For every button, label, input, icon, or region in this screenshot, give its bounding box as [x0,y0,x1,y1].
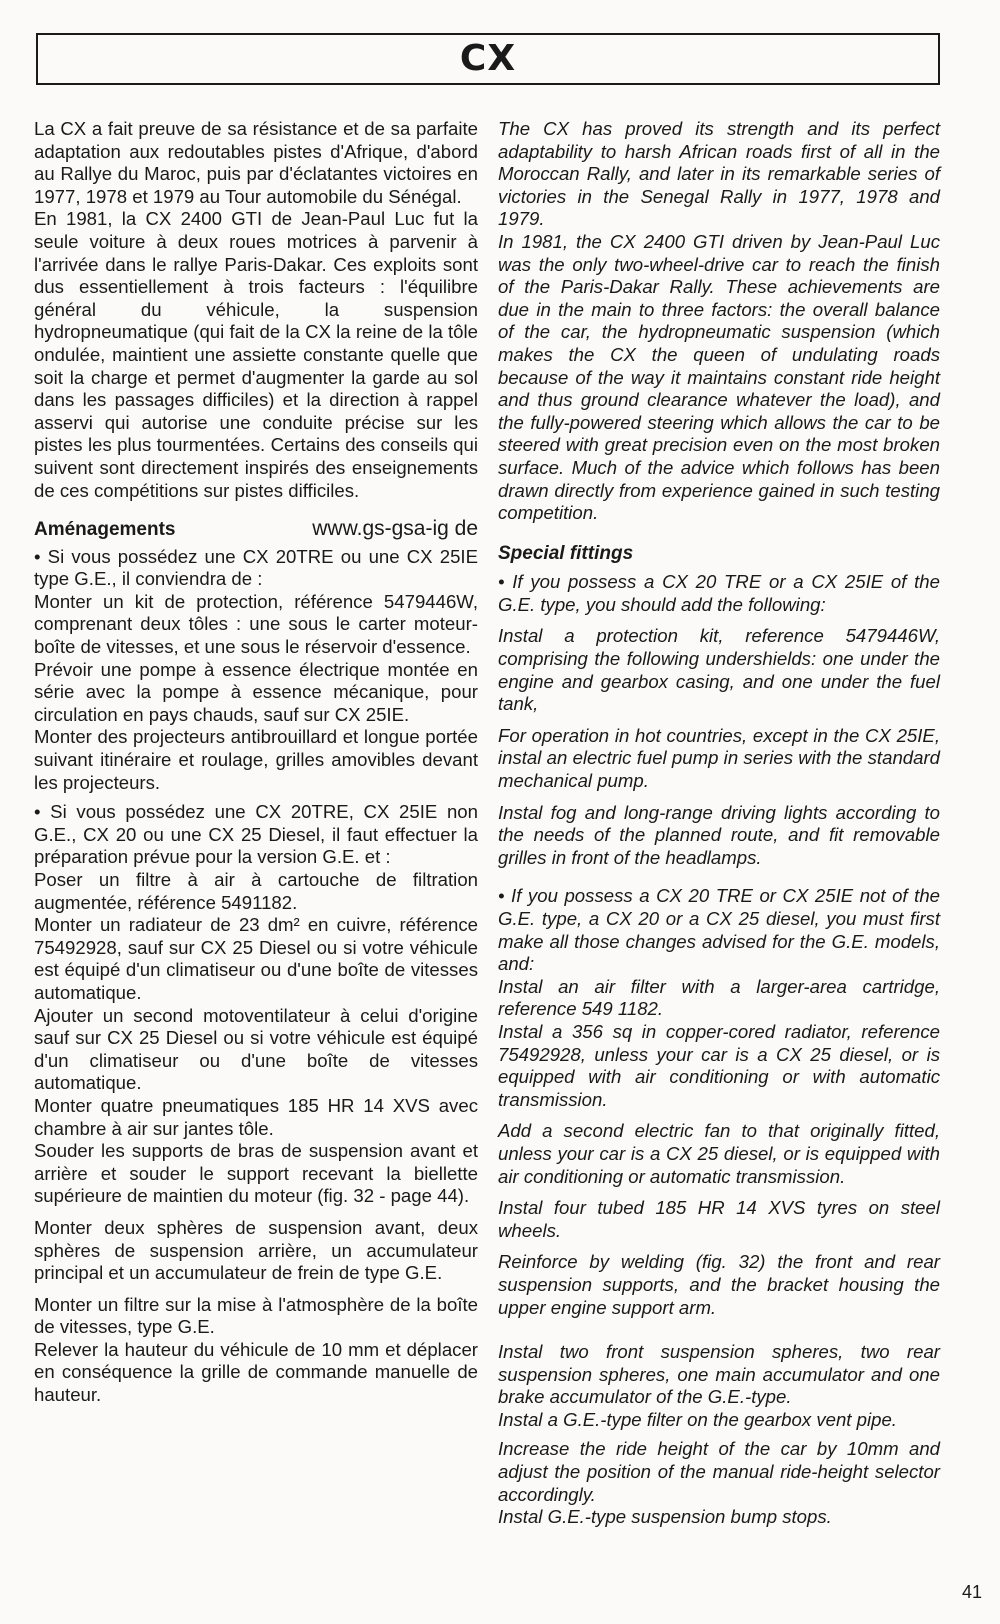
en-para-7: Instal a 356 sq in copper-cored radiator, reference 75492928, unless your car is a CX 25 diesel, or is equipped with air conditioning or with automatic transmission. [498,1020,940,1110]
en-para-6: Instal an air filter with a larger-area cartridge, reference 549 1182. [498,975,940,1020]
fr-para-2: Monter un kit de protection, référence 5479446W, comprenant deux tôles : une sous le carter moteur-boîte de vitesses, et une sous le réservoir d'essence. [34,590,478,658]
en-para-5: • If you possess a CX 20 TRE or CX 25IE not of the G.E. type, a CX 20 or a CX 25 diesel, you must first make all those changes advised for the G.E. models, and: [498,885,940,975]
en-para-11: Instal two front suspension spheres, two rear suspension spheres, one main accumulator and one brake accumulator of the G.E.-type. [498,1341,940,1408]
fr-para-1: • Si vous possédez une CX 20TRE ou une CX 25IE type G.E., il conviendra de : [34,545,478,590]
fr-para-9: Monter quatre pneumatiques 185 HR 14 XVS avec chambre à air sur jantes tôle. [34,1094,478,1139]
fr-para-5: • Si vous possédez une CX 20TRE, CX 25IE non G.E., CX 20 ou une CX 25 Diesel, il faut effectuer la préparation prévue pour la version G.E. et : [34,801,478,868]
fr-para-6: Poser un filtre à air à cartouche de filtration augmentée, référence 5491182. [34,869,478,913]
fr-para-8: Ajouter un second motoventilateur à celui d'origine sauf sur CX 25 Diesel ou si votre véhicule est équipé d'un climatiseur ou d'une boîte de vitesses automatique. [34,1004,478,1094]
en-para-4: Instal fog and long-range driving lights according to the needs of the planned route, and fit removable grilles in front of the headlamps. [498,801,940,868]
fr-para-11: Monter deux sphères de suspension avant, deux sphères de suspension arrière, un accumulateur principal et un accumulateur de frein de type G.E. [34,1216,478,1284]
en-para-2: Instal a protection kit, reference 5479446W, comprising the following undershields: one under the engine and gearbox casing, and one under the fuel tank, [498,625,940,715]
fr-para-4: Monter des projecteurs antibrouillard et longue portée suivant itinéraire et roulage, grilles amovibles devant les projecteurs. [34,726,478,793]
fr-para-13: Relever la hauteur du véhicule de 10 mm et déplacer en conséquence la grille de commande manuelle de hauteur. [34,1338,478,1406]
fr-para-10: Souder les supports de bras de suspension avant et arrière et souder le support recevant la biellette supérieure de maintien du moteur (fig. 32 - page 44). [34,1140,478,1207]
fr-para-7: Monter un radiateur de 23 dm² en cuivre, référence 75492928, sauf sur CX 25 Diesel ou si votre véhicule est équipé d'un climatiseur ou d'une boîte de vitesses automatique. [34,914,478,1003]
title-box [36,33,940,85]
english-column [498,118,940,1529]
page-title: CX [459,38,517,79]
french-column [34,118,478,1407]
en-para-8: Add a second electric fan to that originally fitted, unless your car is a CX 25 diesel, or is equipped with air conditioning or automatic transmission. [498,1120,940,1187]
en-para-12: Instal a G.E.-type filter on the gearbox vent pipe. [498,1408,897,1430]
en-para-13: Increase the ride height of the car by 10mm and adjust the position of the manual ride-height selector accordingly. [498,1438,940,1505]
en-para-1: • If you possess a CX 20 TRE or a CX 25IE of the G.E. type, you should add the following: [498,571,940,615]
website-url: www.gs-gsa-ig de [312,517,478,541]
en-para-9: Instal four tubed 185 HR 14 XVS tyres on steel wheels. [498,1197,940,1241]
fr-intro-1: La CX a fait preuve de sa résistance et de sa parfaite adaptation aux redoutables pistes d'Afrique, d'abord au Rallye du Maroc, puis par d'éclatantes victoires en 1977, 1978 et 1979 au Tour automobile du Sénégal. [34,118,478,207]
fr-section-header [34,518,478,542]
en-intro-1: The CX has proved its strength and its perfect adaptability to harsh African roads first of all in the Moroccan Rally, and later in its remarkable series of victories in the Senegal Rally in 1977, 1978 and 1979. [498,118,940,230]
en-para-3: For operation in hot countries, except in the CX 25IE, instal an electric fuel pump in series with the standard mechanical pump. [498,724,940,792]
en-para-10: Reinforce by welding (fig. 32) the front and rear suspension supports, and the bracket housing the upper engine support arm. [498,1251,940,1318]
fr-section-title: Aménagements [34,519,176,541]
fr-para-3: Prévoir une pompe à essence électrique montée en série avec la pompe à essence mécanique, pour circulation en pays chauds, sauf sur CX 25IE. [34,658,478,725]
en-section-title: Special fittings [498,542,634,564]
page-number: 41 [961,1582,982,1602]
fr-intro-2: En 1981, la CX 2400 GTI de Jean-Paul Luc fut la seule voiture à deux roues motrices à parvenir à l'arrivée dans le rallye Paris-Dakar. Ces exploits sont dus essentiellement à trois facteurs : l'équilibre général du véhicule, la suspension hydropneumatique (qui fait de la CX la reine de la tôle ondulée, maintient une assiette constante quelle que soit la charge et permet d'augmenter la garde au sol dans les passages difficiles) et la direction à rappel asservi qui autorise une conduite précise sur les pistes les plus tourmentées. Certains des conseils qui suivent sont directement inspirés des enseignements de ces compétitions sur pistes difficiles. [34,208,478,501]
fr-para-12: Monter un filtre sur la mise à l'atmosphère de la boîte de vitesses, type G.E. [34,1293,478,1338]
en-para-14: Instal G.E.-type suspension bump stops. [498,1506,832,1528]
en-intro-2: In 1981, the CX 2400 GTI driven by Jean-Paul Luc was the only two-wheel-drive car to reach the finish of the Paris-Dakar Rally. These achievements are due in the main to three factors: the overall balance of the car, the hydropneumatic suspension (which makes the CX the queen of undulating roads because of the way it maintains constant ride height and thus ground clearance whatever the load), and the fully-powered steering which allows the car to be steered with great precision even on the most broken surface. Much of the advice which follows has been drawn directly from experience gained in such testing competition. [498,230,940,524]
